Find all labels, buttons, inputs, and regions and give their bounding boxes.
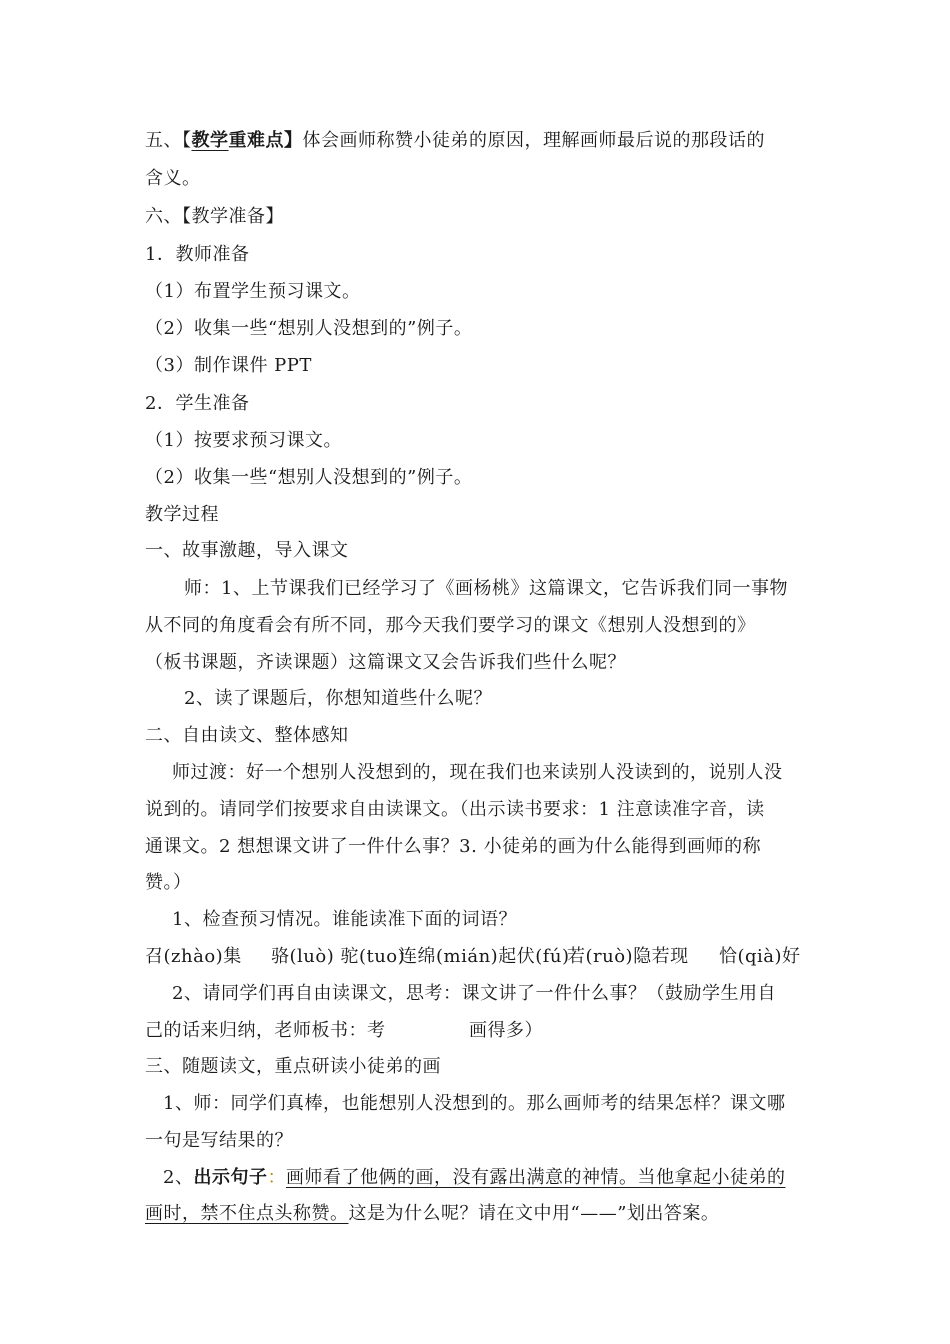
student-prep-heading: 2．学生准备 [145, 393, 250, 414]
list-item: （2）收集一些“想别人没想到的”例子。 [145, 318, 473, 339]
part-3-heading: 三、随题读文，重点研读小徒弟的画 [145, 1056, 441, 1077]
vocab-word: 连绵(mián)起伏(fú) [399, 946, 570, 967]
list-item: （1）布置学生预习课文。 [145, 281, 361, 302]
paragraph-line: 含义。 [145, 168, 201, 189]
board-writing-end: 画得多） [469, 1020, 543, 1041]
process-heading: 教学过程 [145, 504, 219, 525]
item-number: 2、 [163, 1167, 194, 1188]
quoted-sentence: 画时，禁不住点头称赞。 [145, 1203, 349, 1224]
show-sentence-line [145, 1199, 719, 1225]
paragraph-line: 说到的。请同学们按要求自由读课文。（出示读书要求：1 注意读准字音，读 [145, 799, 765, 820]
vocab-word: 骆(luò) 驼(tuo) [271, 946, 406, 967]
vocab-word: 若(ruò)隐若现 [567, 946, 689, 967]
show-sentence-label: 出示句子 [193, 1167, 268, 1188]
paragraph-line: 一句是写结果的？ [145, 1130, 293, 1151]
key-points-text: 体会画师称赞小徒弟的原因，理解画师最后说的那段话的 [302, 130, 765, 151]
vocab-word: 召(zhào)集 [145, 946, 242, 967]
list-item: （2）收集一些“想别人没想到的”例子。 [145, 467, 473, 488]
vocabulary-row [145, 942, 801, 968]
list-item: （1）按要求预习课文。 [145, 430, 342, 451]
paragraph-line: 从不同的角度看会有所不同，那今天我们要学习的课文《想别人没想到的》 [145, 615, 756, 636]
paragraph-line: 2、读了课题后，你想知道些什么呢？ [184, 688, 492, 709]
part-2-heading: 二、自由读文、整体感知 [145, 725, 349, 746]
colon: ： [267, 1167, 286, 1188]
show-sentence-line [163, 1163, 785, 1189]
teaching-bold-link: 教学 [191, 130, 229, 151]
list-item: （3）制作课件 PPT [145, 355, 312, 376]
paragraph-line: 2、请同学们再自由读课文，思考：课文讲了一件什么事？（鼓励学生用自 [172, 983, 776, 1004]
instruction-text: 这是为什么呢？请在文中用“——”划出答案。 [348, 1203, 720, 1224]
paragraph-line: 1、师：同学们真棒，也能想别人没想到的。那么画师考的结果怎样？课文哪 [163, 1093, 786, 1114]
teacher-prep-heading: 1．教师准备 [145, 244, 250, 265]
key-points-label: 重难点】 [228, 130, 303, 151]
vocab-word: 恰(qià)好 [719, 946, 801, 967]
key-points-line [145, 126, 765, 152]
board-writing-line [145, 1016, 543, 1042]
paragraph-line: 师：1、上节课我们已经学习了《画杨桃》这篇课文，它告诉我们同一事物 [184, 578, 788, 599]
paragraph-line: 赞。） [145, 872, 192, 893]
paragraph-line: （板书课题，齐读课题）这篇课文又会告诉我们些什么呢？ [145, 652, 626, 673]
quoted-sentence: 画师看了他俩的画，没有露出满意的神情。当他拿起小徒弟的 [285, 1167, 786, 1188]
paragraph-line: 通课文。2 想想课文讲了一件什么事？3. 小徒弟的画为什么能得到画师的称 [145, 836, 762, 857]
board-writing-text: 己的话来归纳，老师板书：考 [145, 1020, 386, 1041]
paragraph-line: 1、检查预习情况。谁能读准下面的词语？ [172, 909, 517, 930]
section-6-heading: 六、【教学准备】 [145, 206, 284, 227]
part-1-heading: 一、故事激趣，导入课文 [145, 540, 349, 561]
section-5-prefix: 五、【 [145, 130, 192, 151]
paragraph-line: 师过渡：好一个想别人没想到的，现在我们也来读别人没读到的，说别人没 [172, 762, 783, 783]
